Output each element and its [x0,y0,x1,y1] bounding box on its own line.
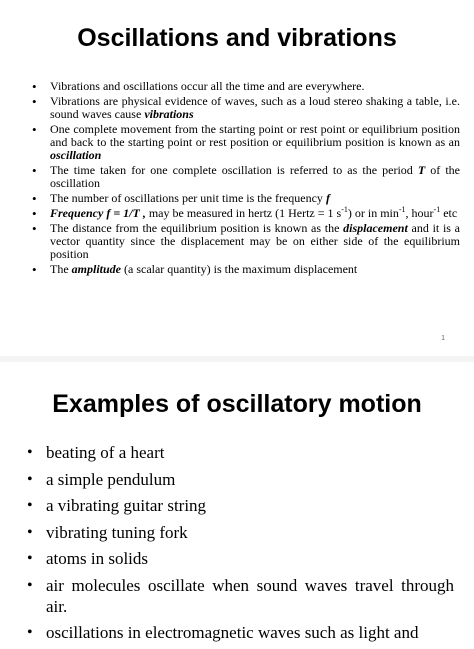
list-item: • air molecules oscillate when sound waves travel through air. [26,575,454,617]
bullet-item: • The time taken for one complete oscillation is referred to as the period T of the oscillation [30,164,460,190]
emphasis-oscillation: oscillation [50,148,102,162]
list-item: • beating of a heart [26,442,454,463]
emphasis-displacement: displacement [343,221,408,235]
emphasis-amplitude: amplitude [71,262,121,276]
slide-1-bullet-list [30,80,460,278]
emphasis-vibrations: vibrations [144,107,194,121]
bullet-item: • One complete movement from the starting point or rest point or equilibrium position and back to the starting point or rest position or equilibrium position is known as an oscillation [30,123,460,162]
list-item: • vibrating tuning fork [26,522,454,543]
list-item: • atoms in solids [26,548,454,569]
bullet-item: • Frequency f = 1/T , may be measured in hertz (1 Hertz = 1 $s^{-1}$) or in $\min^{-1}$, hour$^{-1}$ etc [30,207,460,220]
slide-2-title: Examples of oscillatory motion [52,390,422,418]
slide-1-title: Oscillations and vibrations [77,24,397,52]
bullet-item: • The distance from the equilibrium position is known as the displacement and it is a vector quantity since the displacement may be on either side of the equilibrium position [30,222,460,261]
bullet-item: • Vibrations are physical evidence of waves, such as a loud stereo shaking a table, i.e. sound waves cause vibrations [30,95,460,121]
list-item: • a vibrating guitar string [26,495,454,516]
emphasis-frequency-symbol: f [325,191,330,205]
slide-2 [0,362,474,642]
bullet-item: • The number of oscillations per unit time is the frequency f [30,192,460,205]
emphasis-frequency-formula: Frequency f = 1/T , [50,206,146,220]
list-item: • a simple pendulum [26,469,454,490]
emphasis-period-symbol: T [417,163,426,177]
bullet-item: • Vibrations and oscillations occur all the time and are everywhere. [30,80,460,93]
bullet-item: • The amplitude (a scalar quantity) is the maximum displacement [30,263,460,276]
list-item: • oscillations in electromagnetic waves such as light and [26,622,454,643]
page-number: 1 [441,335,445,342]
slide-2-bullet-list [26,442,454,649]
